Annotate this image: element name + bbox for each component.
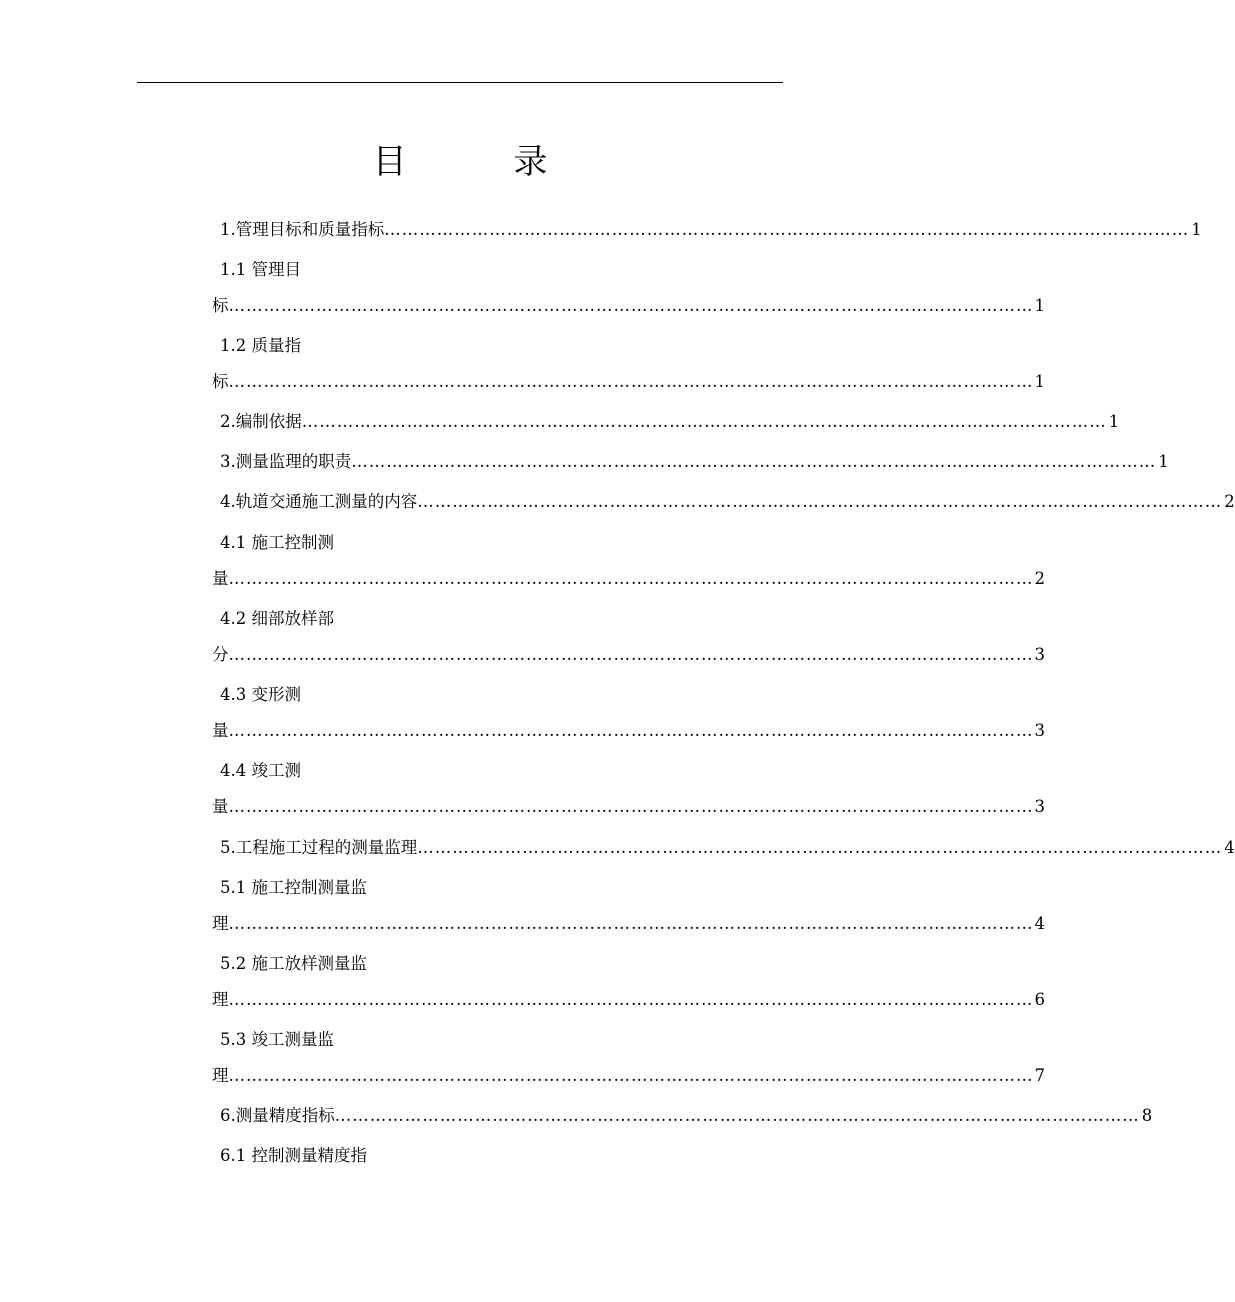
dot-leader: ………………………………………………………………………………………………………………………… bbox=[228, 990, 1034, 1009]
toc-entry-label: 5.3 竣工测量监 bbox=[220, 1030, 334, 1049]
toc-entry-label-continued: 理 bbox=[212, 1066, 229, 1085]
toc-entry-label-continued: 量 bbox=[212, 797, 229, 816]
toc-entry-label-continued: 量 bbox=[212, 721, 229, 740]
toc-entry-4[interactable] bbox=[220, 490, 1235, 514]
dot-leader: ………………………………………………………………………………………………………………………… bbox=[301, 412, 1107, 431]
toc-entry-6-1-head[interactable] bbox=[220, 1144, 367, 1168]
toc-entry-3[interactable] bbox=[220, 450, 1169, 474]
toc-entry-label-continued: 标 bbox=[212, 372, 229, 391]
toc-entry-label: 4.4 竣工测 bbox=[220, 761, 301, 780]
toc-entry-label: 5.1 施工控制测量监 bbox=[220, 878, 367, 897]
toc-page-number: 3 bbox=[1034, 645, 1045, 664]
dot-leader: ………………………………………………………………………………………………………………………… bbox=[228, 914, 1034, 933]
toc-page-number: 1 bbox=[1034, 296, 1045, 315]
toc-entry-4-1-tail[interactable] bbox=[212, 567, 1045, 591]
dot-leader: ………………………………………………………………………………………………………………………… bbox=[228, 296, 1034, 315]
dot-leader: ………………………………………………………………………………………………………………………… bbox=[351, 452, 1157, 471]
toc-page-number: 3 bbox=[1034, 721, 1045, 740]
toc-entry-label: 4.2 细部放样部 bbox=[220, 609, 334, 628]
toc-entry-label: 管理目标和质量指标 bbox=[235, 220, 385, 239]
toc-page-number: 2 bbox=[1034, 569, 1045, 588]
toc-entry-4-4-head[interactable] bbox=[220, 759, 301, 783]
toc-entry-1[interactable] bbox=[220, 218, 1202, 242]
toc-entry-label-continued: 量 bbox=[212, 569, 229, 588]
toc-entry-5-2-tail[interactable] bbox=[212, 988, 1045, 1012]
toc-entry-label: 4.1 施工控制测 bbox=[220, 533, 334, 552]
header-rule bbox=[137, 82, 783, 83]
dot-leader: ………………………………………………………………………………………………………………………… bbox=[228, 721, 1034, 740]
toc-entry-label: 4.3 变形测 bbox=[220, 685, 301, 704]
toc-entry-number: 3. bbox=[220, 452, 236, 471]
dot-leader: ………………………………………………………………………………………………………………………… bbox=[228, 797, 1034, 816]
dot-leader: ………………………………………………………………………………………………………………………… bbox=[384, 220, 1190, 239]
toc-entry-label: 5.2 施工放样测量监 bbox=[220, 954, 367, 973]
dot-leader: ………………………………………………………………………………………………………………………… bbox=[228, 372, 1034, 391]
toc-page-number: 1 bbox=[1108, 412, 1120, 431]
toc-entry-label: 1.2 质量指 bbox=[220, 336, 301, 355]
toc-page-number: 4 bbox=[1034, 914, 1045, 933]
toc-entry-1-2-tail[interactable] bbox=[212, 370, 1045, 394]
toc-page-number: 3 bbox=[1034, 797, 1045, 816]
toc-entry-label: 测量监理的职责 bbox=[235, 452, 352, 471]
toc-entry-number: 1. bbox=[220, 220, 236, 239]
dot-leader: ………………………………………………………………………………………………………………………… bbox=[334, 1106, 1140, 1125]
dot-leader: ………………………………………………………………………………………………………………………… bbox=[228, 569, 1034, 588]
toc-page-number: 6 bbox=[1034, 990, 1045, 1009]
toc-entry-label: 6.测量精度指标 bbox=[220, 1106, 335, 1125]
toc-entry-label: 6.1 控制测量精度指 bbox=[220, 1146, 367, 1165]
toc-entry-1-1-head[interactable] bbox=[220, 258, 301, 282]
dot-leader: ………………………………………………………………………………………………………………………… bbox=[228, 645, 1034, 664]
toc-entry-4-3-tail[interactable] bbox=[212, 719, 1045, 743]
toc-entry-4-3-head[interactable] bbox=[220, 683, 301, 707]
toc-entry-number: 5. bbox=[220, 838, 236, 857]
toc-entry-4-1-head[interactable] bbox=[220, 531, 334, 555]
toc-entry-4-2-tail[interactable] bbox=[212, 643, 1045, 667]
toc-page-number: 1 bbox=[1191, 220, 1202, 239]
toc-entry-label: 1.1 管理目 bbox=[220, 260, 301, 279]
dot-leader: ………………………………………………………………………………………………………………………… bbox=[228, 1066, 1034, 1085]
toc-page-number: 7 bbox=[1034, 1066, 1045, 1085]
toc-entry-number: 4. bbox=[220, 492, 236, 511]
toc-entry-label: 轨道交通施工测量的内容 bbox=[235, 492, 418, 511]
toc-entry-label-continued: 标 bbox=[212, 296, 229, 315]
toc-entry-4-2-head[interactable] bbox=[220, 607, 334, 631]
dot-leader: ………………………………………………………………………………………………………………………… bbox=[417, 492, 1223, 511]
toc-entry-5-1-head[interactable] bbox=[220, 876, 367, 900]
toc-entry-label: 工程施工过程的测量监理 bbox=[235, 838, 418, 857]
toc-entry-5-1-tail[interactable] bbox=[212, 912, 1045, 936]
toc-entry-6[interactable] bbox=[220, 1104, 1153, 1128]
toc-entry-label-continued: 理 bbox=[212, 914, 229, 933]
toc-entry-5[interactable] bbox=[220, 836, 1235, 860]
toc-entry-label-continued: 理 bbox=[212, 990, 229, 1009]
toc-page-number: 4 bbox=[1224, 838, 1235, 857]
toc-entry-label: 编制依据 bbox=[235, 412, 302, 431]
toc-entry-5-3-head[interactable] bbox=[220, 1028, 334, 1052]
toc-entry-2[interactable] bbox=[220, 410, 1120, 434]
toc-title: 目 录 bbox=[372, 142, 596, 182]
dot-leader: ………………………………………………………………………………………………………………………… bbox=[417, 838, 1223, 857]
toc-entry-1-2-head[interactable] bbox=[220, 334, 301, 358]
toc-entry-4-4-tail[interactable] bbox=[212, 795, 1045, 819]
toc-entry-number: 2. bbox=[220, 412, 236, 431]
toc-page-number: 1 bbox=[1158, 452, 1169, 471]
toc-page-number: 8 bbox=[1141, 1106, 1153, 1125]
toc-entry-label-continued: 分 bbox=[212, 645, 229, 664]
toc-page-number: 2 bbox=[1224, 492, 1235, 511]
toc-page-number: 1 bbox=[1034, 372, 1045, 391]
toc-entry-5-3-tail[interactable] bbox=[212, 1064, 1045, 1088]
toc-entry-5-2-head[interactable] bbox=[220, 952, 367, 976]
toc-entry-1-1-tail[interactable] bbox=[212, 294, 1045, 318]
